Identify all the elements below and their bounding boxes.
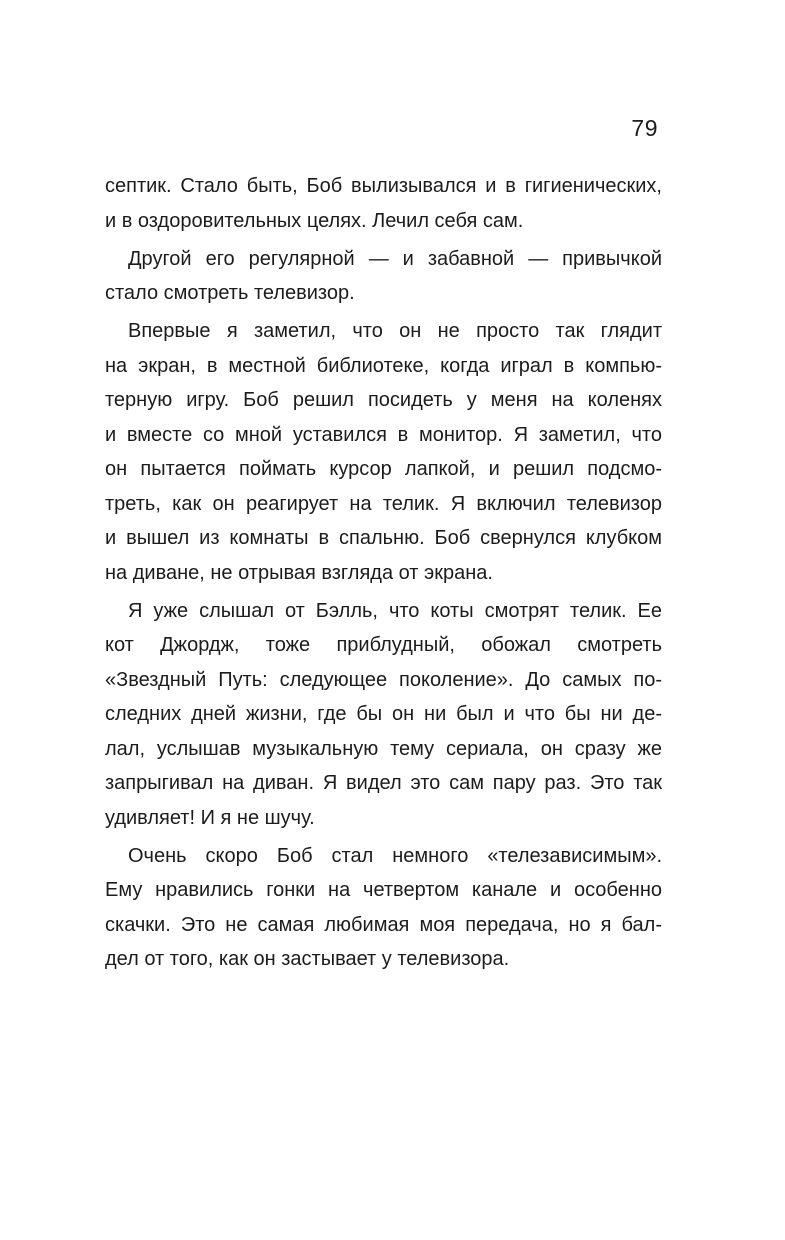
text-line: следних дней жизни, где бы он ни был и что бы ни де-: [105, 703, 662, 725]
text-body: [105, 169, 662, 977]
text-line: и вышел из комнаты в спальню. Боб свернулся клубком: [105, 527, 662, 549]
paragraph: [105, 242, 662, 311]
text-line: Ему нравились гонки на четвертом канале и особенно: [105, 879, 662, 901]
text-line: и вместе со мной уставился в монитор. Я заметил, что: [105, 423, 662, 446]
text-line: и в оздоровительных целях. Лечил себя сам.: [105, 209, 524, 232]
text-line: лал, услышав музыкальную тему сериала, он сразу же: [105, 737, 662, 760]
text-line: Другой его регулярной — и забавной — привычкой: [128, 247, 662, 270]
text-line: септик. Стало быть, Боб вылизывался и в гигиенических,: [105, 175, 662, 197]
paragraph: [105, 169, 662, 238]
text-line: на экран, в местной библиотеке, когда играл в компью-: [105, 354, 662, 377]
text-line: Очень скоро Боб стал немного «телезависимым».: [128, 844, 662, 867]
paragraph: [105, 314, 662, 590]
text-line: «Звездный Путь: следующее поколение». До самых по-: [105, 668, 662, 691]
text-line: удивляет! И я не шучу.: [105, 806, 315, 829]
text-line: стало смотреть телевизор.: [105, 282, 355, 304]
paragraph: [105, 839, 662, 977]
text-line: на диване, не отрывая взгляда от экрана.: [105, 561, 493, 584]
text-line: скачки. Это не самая любимая моя передача, но я бал-: [105, 913, 662, 936]
page-number: 79: [631, 115, 658, 141]
text-line: запрыгивал на диван. Я видел это сам пару раз. Это так: [105, 772, 662, 794]
paragraph: [105, 594, 662, 836]
text-line: кот Джордж, тоже приблудный, обожал смотреть: [105, 634, 662, 656]
text-line: дел от того, как он застывает у телевизора.: [105, 948, 510, 970]
text-line: он пытается поймать курсор лапкой, и решил подсмо-: [105, 458, 662, 480]
text-line: треть, как он реагирует на телик. Я включил телевизор: [105, 492, 662, 515]
text-line: Впервые я заметил, что он не просто так глядит: [128, 320, 662, 342]
text-line: Я уже слышал от Бэлль, что коты смотрят телик. Ее: [128, 599, 662, 622]
text-line: терную игру. Боб решил посидеть у меня на коленях: [105, 389, 662, 411]
